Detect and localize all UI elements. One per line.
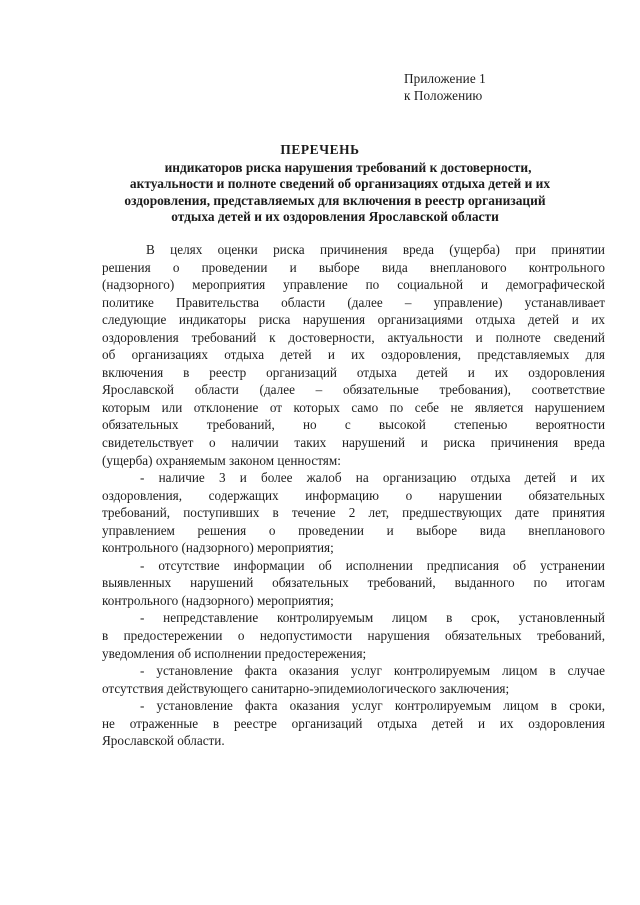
title-line-2: актуальности и полноте сведений об организациях отдыха детей и их bbox=[129, 176, 551, 192]
title-line-4: отдыха детей и их оздоровления Ярославской области bbox=[171, 209, 499, 225]
indicator-line: требований, поступивших в течение 2 лет, предшествующих дате принятия bbox=[102, 505, 605, 521]
document-title bbox=[0, 142, 640, 226]
indicator-line: - непредставление контролируемым лицом в срок, установленный bbox=[140, 610, 605, 626]
intro-line: (ущерба) охраняемым законом ценностям: bbox=[102, 452, 341, 468]
document-body bbox=[102, 241, 605, 750]
title-heading: ПЕРЕЧЕНЬ bbox=[280, 142, 360, 157]
intro-line: которым или отклонение от которых само по себе не является нарушением bbox=[102, 399, 605, 415]
indicator-line: контрольного (надзорного) мероприятия; bbox=[102, 540, 334, 556]
appendix-line-2: к Положению bbox=[404, 87, 483, 103]
indicator-line: отсутствия действующего санитарно-эпидемиологического заключения; bbox=[102, 680, 510, 696]
indicator-line: - наличие 3 и более жалоб на организацию отдыха детей и их bbox=[140, 470, 605, 486]
intro-line: решения о проведении и выборе вида внепланового контрольного bbox=[102, 259, 605, 275]
intro-line: (надзорного) мероприятия управление по социальной и демографической bbox=[102, 277, 605, 293]
intro-line: оздоровления требований к достоверности, актуальности и полноте сведений bbox=[102, 329, 605, 345]
intro-line: Ярославской области (далее – обязательные требования), соответствие bbox=[102, 382, 605, 398]
intro-line: свидетельствует о наличии таких нарушений и риска причинения вреда bbox=[102, 435, 605, 451]
indicator-line: - установление факта оказания услуг контролируемым лицом в случае bbox=[140, 663, 605, 679]
indicator-line: оздоровления, содержащих информацию о нарушении обязательных bbox=[102, 487, 605, 503]
indicator-line: уведомления об исполнении предостережения; bbox=[102, 645, 367, 661]
indicator-item-1 bbox=[102, 469, 605, 557]
intro-line: В целях оценки риска причинения вреда (ущерба) при принятии bbox=[146, 242, 605, 257]
title-line-1: индикаторов риска нарушения требований к достоверности, bbox=[164, 159, 532, 175]
appendix-label bbox=[404, 71, 486, 104]
indicator-line: управлением решения о проведении и выборе вида внепланового bbox=[102, 522, 605, 538]
intro-line: об организациях отдыха детей и их оздоровления, представляемых для bbox=[102, 347, 605, 363]
indicator-line: - отсутствие информации об исполнении предписания об устранении bbox=[140, 557, 605, 573]
indicator-line: Ярославской области. bbox=[102, 733, 225, 749]
indicator-item-3 bbox=[102, 609, 605, 662]
indicator-line: в предостережении о недопустимости нарушения обязательных требований, bbox=[102, 628, 605, 644]
intro-paragraph bbox=[102, 241, 605, 469]
indicator-item-2 bbox=[102, 557, 605, 610]
intro-line: следующие индикаторы риска нарушения организациями отдыха детей и их bbox=[102, 312, 605, 328]
indicator-line: не отраженные в реестре организаций отдыха детей и их оздоровления bbox=[102, 715, 605, 731]
indicator-line: контрольного (надзорного) мероприятия; bbox=[102, 592, 334, 608]
intro-line: включения в реестр организаций отдыха детей и их оздоровления bbox=[102, 364, 605, 380]
indicator-line: - установление факта оказания услуг контролируемым лицом в сроки, bbox=[140, 698, 605, 714]
indicator-line: выявленных нарушений обязательных требований, выданного по итогам bbox=[102, 575, 605, 591]
title-line-3: оздоровления, представляемых для включения в реестр организаций bbox=[124, 192, 546, 208]
intro-line: обязательных требований, но с высокой степенью вероятности bbox=[102, 417, 605, 433]
indicator-item-4 bbox=[102, 662, 605, 697]
indicator-item-5 bbox=[102, 697, 605, 750]
appendix-line-1: Приложение 1 bbox=[404, 71, 486, 86]
intro-line: политике Правительства области (далее – управление) устанавливает bbox=[102, 294, 605, 310]
